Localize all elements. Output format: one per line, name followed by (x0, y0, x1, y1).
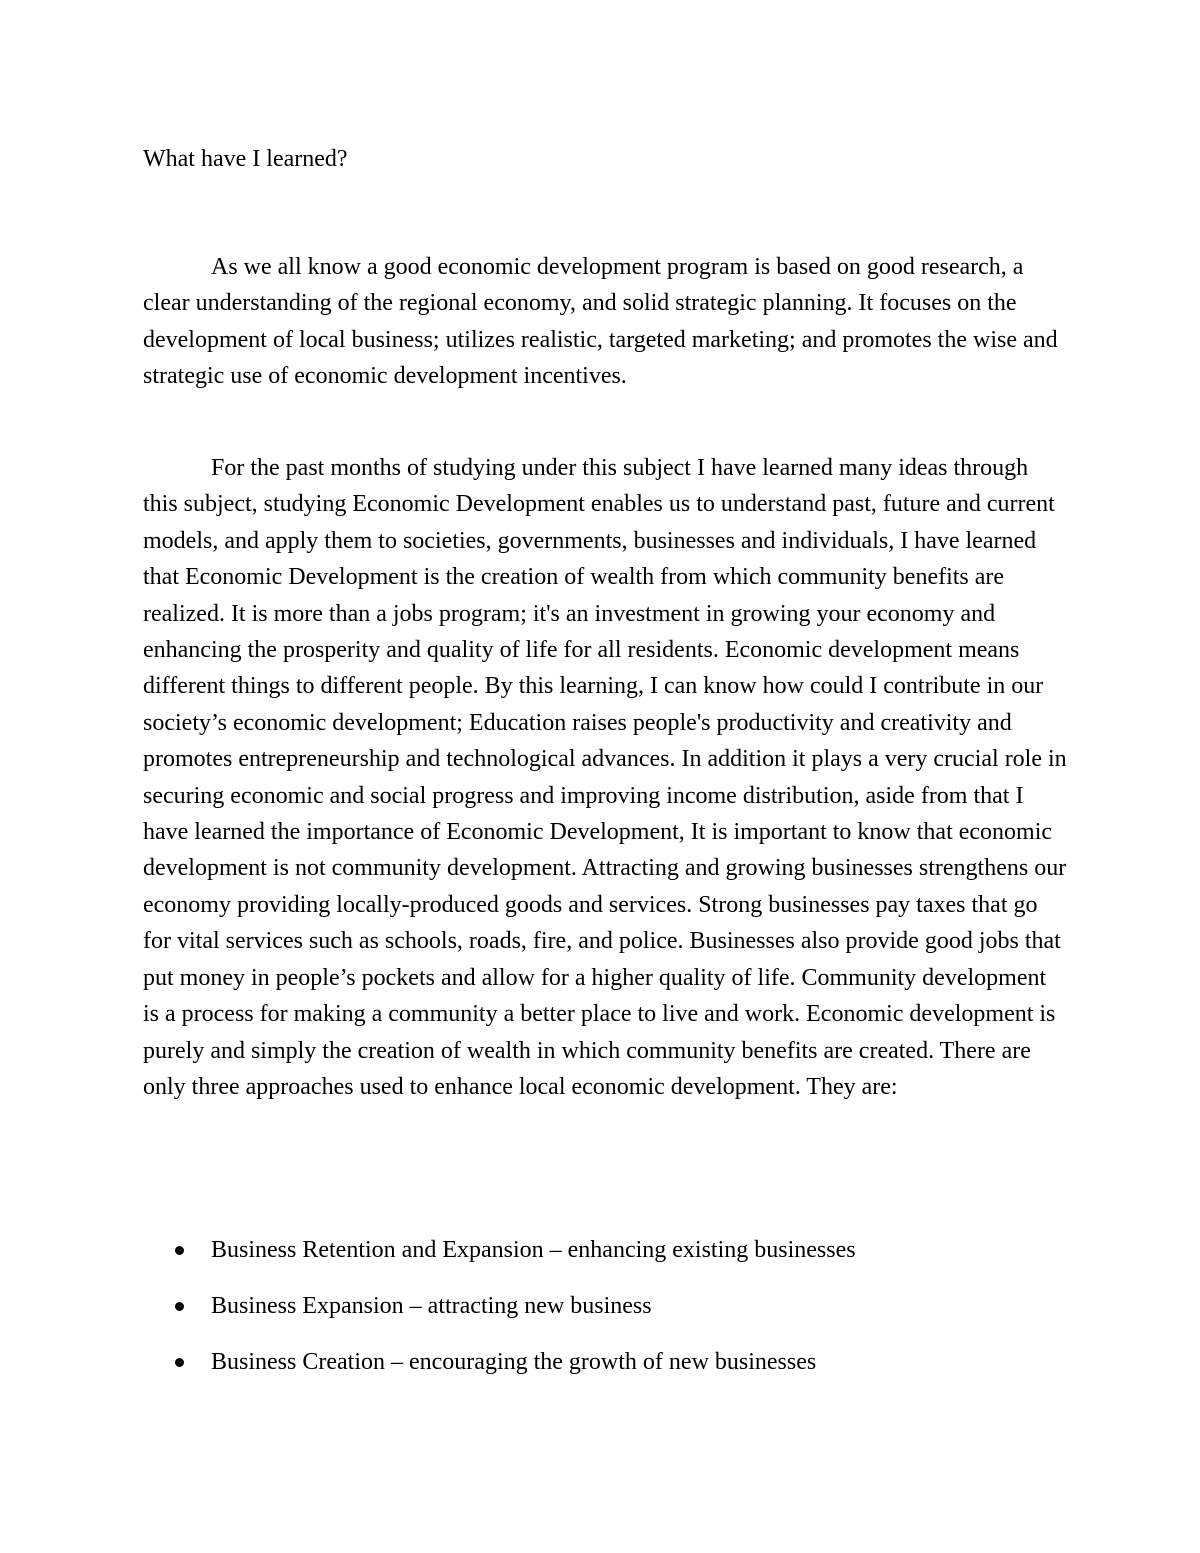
approaches-list (143, 1233, 1068, 1401)
list-item (143, 1233, 1068, 1289)
page-title: What have I learned? (143, 146, 348, 172)
paragraph-learning: For the past months of studying under this subject I have learned many ideas through this subject, studying Economic Development enables us to understand past, future and current models, and apply them to societies, governments, businesses and individuals, I have learned that Economic Development is the creation of wealth from which community benefits are realized. It is more than a jobs program; it's an investment in growing your economy and enhancing the prosperity and quality of life for all residents. Economic development means different things to different people. By this learning, I can know how could I contribute in our society’s economic development; Education raises people's productivity and creativity and promotes entrepreneurship and technological advances. In addition it plays a very crucial role in securing economic and social progress and improving income distribution, aside from that I have learned the importance of Economic Development, It is important to know that economic development is not community development. Attracting and growing businesses strengthens our economy providing locally-produced goods and services. Strong businesses pay taxes that go for vital services such as schools, roads, fire, and police. Businesses also provide good jobs that put money in people’s pockets and allow for a higher quality of life. Community development is a process for making a community a better place to live and work. Economic development is purely and simply the creation of wealth in which community benefits are created. There are only three approaches used to enhance local economic development. They are: (143, 455, 1067, 1100)
bullet-icon (175, 1246, 184, 1255)
bullet-icon (175, 1302, 184, 1311)
list-item-text: Business Creation – encouraging the growth of new businesses (211, 1349, 817, 1375)
list-item (143, 1289, 1068, 1345)
list-item-text: Business Retention and Expansion – enhancing existing businesses (211, 1237, 856, 1263)
list-item-text: Business Expansion – attracting new business (211, 1293, 652, 1319)
list-item (143, 1345, 1068, 1401)
bullet-icon (175, 1358, 184, 1367)
paragraph-intro: As we all know a good economic development program is based on good research, a clear understanding of the regional economy, and solid strategic planning. It focuses on the development of local business; utilizes realistic, targeted marketing; and promotes the wise and strategic use of economic development incentives. (143, 254, 1058, 390)
